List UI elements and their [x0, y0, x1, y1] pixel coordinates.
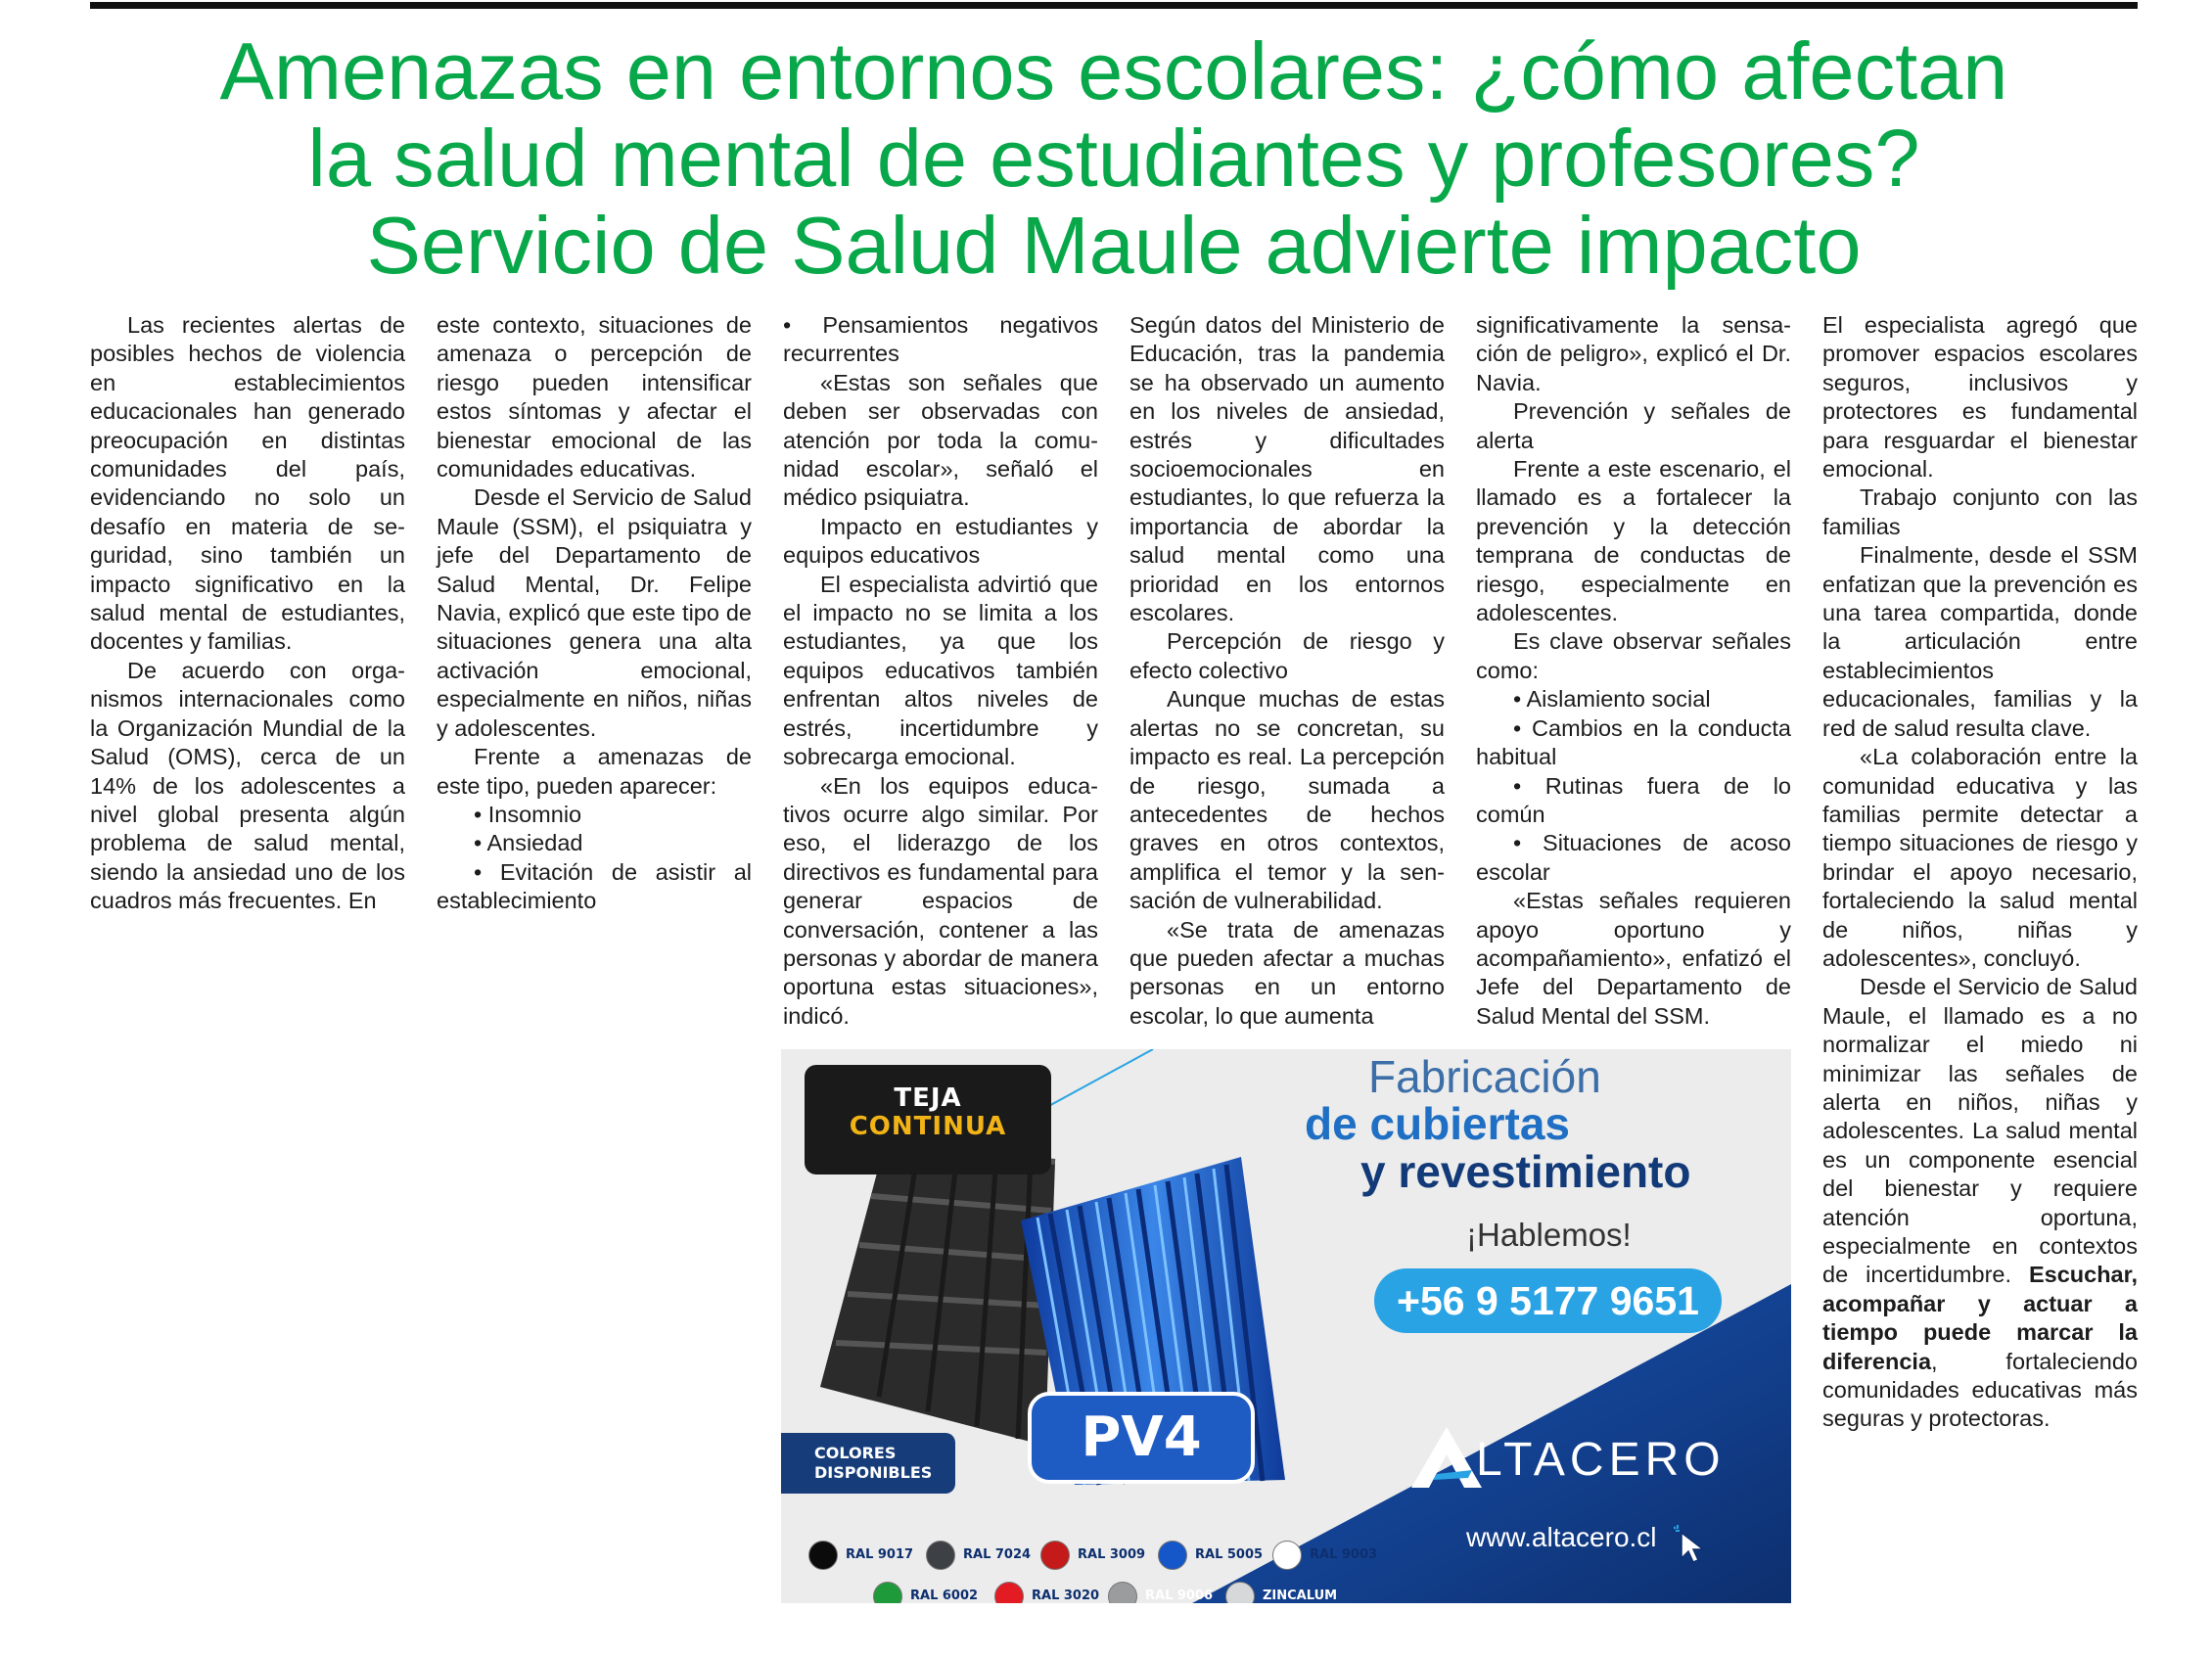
article-paragraph: «En los equipos educativos ocurre algo similar. Por eso, el liderazgo de los directivos es fundamental para generar espacios de conversación, contener a las personas y abordar de manera oportuna estas situaciones», indicó. — [783, 772, 1098, 1029]
article-paragraph: «La colaboración entre la comunidad educativa y las familias permite detectar a tiempo situaciones de riesgo y brindar el apoyo necesario, fortaleciendo la salud mental de niños, niñas y adolescentes», concluyó. — [1822, 744, 2138, 971]
article-paragraph: «Se trata de amenazas que pueden afectar a muchas personas en un entorno escolar, lo que aumenta — [1129, 916, 1445, 1029]
headline-line-2: la salud mental de estudiantes y profesores? — [307, 113, 1920, 204]
subheading: Percepción de riesgo y efecto colectivo — [1129, 628, 1445, 683]
bullet-item: • Rutinas fuera de lo común — [1476, 772, 1791, 827]
swatch-dot — [1158, 1541, 1187, 1570]
article-column-6 — [1822, 311, 2138, 1434]
swatch-dot — [873, 1582, 902, 1603]
colores-line-2: DISPONIBLES — [814, 1463, 933, 1482]
bullet-item: • Evitación de asistir al establecimiento — [437, 858, 752, 914]
colores-line-1: COLORES — [814, 1444, 897, 1462]
pv4-model-badge: PV4 — [1028, 1392, 1255, 1484]
top-rule — [90, 2, 2138, 9]
bullet-item: • Cambios en la conducta habitual — [1476, 714, 1791, 770]
article-column-1 — [90, 311, 405, 916]
swatch-dot — [1040, 1541, 1070, 1570]
swatch-dot — [1225, 1582, 1255, 1603]
article-paragraph: Es clave observar señales como: — [1476, 628, 1791, 683]
colores-disponibles-label — [781, 1433, 955, 1494]
badge-line-1: TEJA — [894, 1083, 962, 1113]
swatch-dot — [926, 1541, 955, 1570]
subheading: Trabajo conjunto con las familias — [1822, 484, 2138, 539]
altacero-wordmark: LTACERO — [1476, 1434, 1726, 1486]
article-column-2 — [437, 311, 752, 916]
swatch-dot — [808, 1541, 838, 1570]
swatch-dot — [994, 1582, 1024, 1603]
bullet-item: • Insomnio — [474, 801, 582, 827]
swatch-label: RAL 9017 — [846, 1547, 914, 1562]
swatch-label: RAL 3009 — [1078, 1547, 1146, 1562]
subheading: Impacto en estudiantes y equipos educativos — [783, 513, 1098, 569]
ad-hablemos: ¡Hablemos! — [1466, 1217, 1632, 1253]
article-paragraph — [1822, 973, 2138, 1434]
article-paragraph: este contexto, situaciones de amenaza o percepción de riesgo pueden intensificar estos síntomas y afectar el bienestar emocional de las comunidades educativas. — [437, 312, 752, 483]
closing-emphasis: Escuchar, acompañar y actuar a tiempo puede marcar la diferencia — [1822, 1262, 2138, 1374]
cursor-icon — [1674, 1525, 1709, 1564]
article-paragraph: Las recientes alertas de posibles hechos de violencia en establecimientos educacionales han generado preocupación en distintas comunidades del país, evidenciando no solo un desafío en materia de seguridad, sino también un impacto significativo en la salud mental de estudiantes, docentes y familias. — [90, 312, 405, 655]
swatch-label: RAL 5005 — [1195, 1547, 1264, 1562]
article-paragraph: Aunque muchas de estas alertas no se concretan, su impacto es real. La percepción de riesgo, sumada a antecedentes de hechos graves en otros contextos, amplifica el temor y la sensación de vulnerabilidad. — [1129, 686, 1445, 914]
article-paragraph: De acuerdo con organismos internacionales como la Organización Mundial de la Salud (OMS), cerca de un 14% de los adolescentes a nivel global presenta algún problema de salud mental, siendo la ansiedad uno de los cuadros más frecuentes. En — [90, 657, 405, 914]
swatch-label: RAL 3020 — [1032, 1589, 1100, 1603]
bullet-item: • Pensamientos negativos recurrentes — [783, 312, 1098, 367]
article-column-3 — [783, 311, 1098, 1031]
teja-continua-badge — [805, 1065, 1051, 1174]
swatch-dot — [1108, 1582, 1137, 1603]
bullet-item: • Situaciones de acoso escolar — [1476, 830, 1791, 885]
swatch-label: RAL 9003 — [1310, 1547, 1378, 1562]
swatch-label: RAL 7024 — [963, 1547, 1032, 1562]
article-paragraph: El especialista agregó que promover espacios escolares seguros, inclusivos y protectores es fundamental para resguardar el bienestar emocional. — [1822, 312, 2138, 483]
bullet-item: • Ansiedad — [474, 830, 583, 856]
article-paragraph: Frente a este escenario, el llamado es a fortalecer la prevención y la detección temprana de conductas de riesgo, especialmente en adolescentes. — [1476, 456, 1791, 626]
closing-text-end: , fortaleciendo comunidades educativas más seguras y protectoras. — [1822, 1348, 2138, 1432]
headline — [90, 27, 2138, 289]
swatch-label: RAL 9006 — [1145, 1589, 1214, 1603]
ad-cubiertas: de cubiertas — [1305, 1098, 1570, 1149]
article-paragraph: El especialista advirtió que el impacto no se limita a los estudiantes, ya que los equipos educativos también enfrentan altos niveles de estrés, incertidumbre y sobrecarga emocional. — [783, 571, 1098, 770]
article-paragraph: «Estas señales requieren apoyo oportuno y acompañamiento», enfatizó el Jefe del Departamento de Salud Mental del SSM. — [1476, 888, 1791, 1029]
badge-line-2: CONTINUA — [849, 1112, 1007, 1141]
subheading: Prevención y señales de alerta — [1476, 398, 1791, 453]
closing-text: Desde el Servicio de Salud Maule, el llamado es a no normalizar el miedo ni minimizar las señales de alerta en niños, niñas y adolescentes. La salud mental es un componente esencial del bienestar y requiere atención oportuna, especialmente en contextos de incertidumbre. — [1822, 974, 2138, 1288]
ad-phone-number[interactable]: +56 9 5177 9651 — [1374, 1268, 1722, 1333]
article-column-5 — [1476, 311, 1791, 1031]
swatch-label: ZINCALUM — [1263, 1589, 1338, 1603]
ad-website-link[interactable]: www.altacero.cl — [1466, 1522, 1657, 1552]
swatch-dot — [1272, 1541, 1302, 1570]
bullet-item: • Aislamiento social — [1513, 686, 1711, 713]
article-paragraph: Según datos del Ministerio de Educación, tras la pandemia se ha observado un aumento en los niveles de ansiedad, estrés y dificultades socioemocionales en estudiantes, lo que refuerza la importancia de abordar la salud mental como una prioridad en los entornos escolares. — [1129, 312, 1445, 626]
article-paragraph: Frente a amenazas de este tipo, pueden aparecer: — [437, 744, 752, 799]
article-paragraph: significativamente la sensación de peligro», explicó el Dr. Navia. — [1476, 312, 1791, 395]
headline-line-1: Amenazas en entornos escolares: ¿cómo afectan — [219, 25, 2008, 116]
headline-line-3: Servicio de Salud Maule advierte impacto — [366, 200, 1862, 291]
swatch-label: RAL 6002 — [910, 1589, 979, 1603]
ad-revestimiento: y revestimiento — [1360, 1146, 1691, 1197]
ad-fabricacion: Fabricación — [1368, 1051, 1601, 1102]
article-paragraph: Desde el Servicio de Salud Maule (SSM), el psiquiatra y jefe del Departamento de Salud Mental, Dr. Felipe Navia, explicó que este tipo de situaciones genera una alta activación emocional, especialmente en niños, niñas y adolescentes. — [437, 484, 752, 741]
article-paragraph: «Estas son señales que deben ser observadas con atención por toda la comunidad escolar», señaló el médico psiquiatra. — [783, 369, 1098, 511]
altacero-a-icon — [1407, 1423, 1486, 1492]
article-column-4 — [1129, 311, 1445, 1031]
article-paragraph: Finalmente, desde el SSM enfatizan que la prevención es una tarea compartida, donde la articulación entre establecimientos educacionales, familias y la red de salud resulta clave. — [1822, 542, 2138, 741]
altacero-advertisement[interactable] — [781, 1049, 1791, 1603]
